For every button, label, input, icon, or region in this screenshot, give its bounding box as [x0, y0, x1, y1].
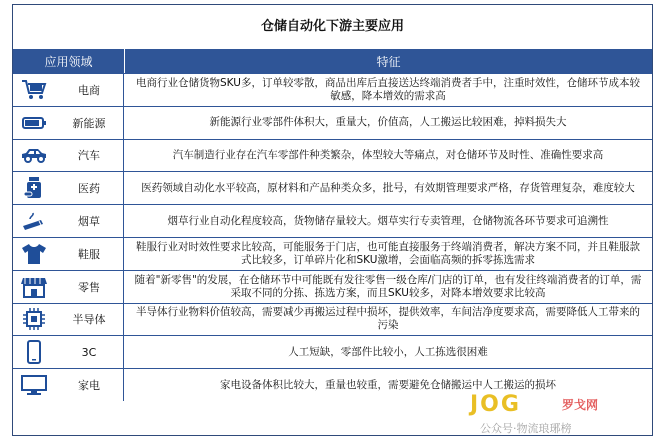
table-row	[13, 139, 652, 172]
table-row	[13, 335, 652, 368]
table-row	[13, 73, 652, 106]
smartphone-icon	[13, 336, 55, 368]
table-row	[13, 270, 652, 303]
watermark-subtitle: 公众号·物流琅琊榜	[480, 422, 572, 435]
table-row	[13, 106, 652, 139]
category-label: 家电	[78, 379, 100, 393]
category-label: 医药	[78, 182, 100, 196]
feature-description: 人工短缺，零部件比较小，人工拣选很困难	[288, 345, 488, 358]
page-title: 仓储自动化下游主要应用	[260, 19, 404, 34]
category-label: 汽车	[78, 149, 100, 163]
feature-description: 新能源行业零部件体积大，重量大，价值高，人工搬运比较困难，掉料损失大	[209, 116, 567, 129]
feature-description: 随着"新零售"的发展，在仓储环节中可能既有发往零售一级仓库/门店的订单，也有发往终端消费者的订单，需采取不同的分拣、拣选方案，而且SKU较多，对降本增效要求比较高	[134, 273, 642, 299]
header-features: 特征	[376, 54, 401, 69]
feature-description: 电商行业仓储货物SKU多，订单较零散，商品出库后直接送达终端消费者手中，注重时效性，仓储环节成本较敏感，降本增效的需求高	[136, 76, 640, 102]
cigarette-icon	[13, 205, 55, 237]
category-label: 电商	[78, 83, 100, 97]
table-frame	[12, 4, 653, 436]
monitor-icon	[13, 369, 55, 401]
table-row	[13, 204, 652, 237]
table-row	[13, 171, 652, 204]
category-label: 3C	[81, 345, 97, 359]
category-label: 零售	[78, 280, 100, 294]
car-icon	[13, 140, 55, 172]
table-row	[13, 303, 652, 336]
category-label: 烟草	[78, 215, 100, 229]
feature-description: 烟草行业自动化程度较高，货物储存量较大。烟草实行专卖管理，仓储物流各环节要求可追溯性	[167, 214, 609, 227]
watermark-brand: 罗戈网	[562, 398, 599, 412]
category-label: 新能源	[72, 116, 106, 130]
battery-icon	[13, 107, 55, 139]
table-row	[13, 237, 652, 270]
shopping-cart-icon	[13, 74, 55, 106]
table-header	[13, 49, 652, 73]
chip-icon	[13, 304, 55, 336]
feature-description: 鞋服行业对时效性要求比较高，可能服务于门店，也可能直接服务于终端消费者，解决方案不同，并且鞋服款式比较多，订单碎片化和SKU激增，会面临高频的拆零拣选需求	[136, 240, 640, 266]
category-label: 半导体	[72, 313, 106, 327]
tshirt-icon	[13, 238, 55, 270]
feature-description: 半导体行业物料价值较高，需要减少再搬运过程中损坏，提供效率，车间洁净度要求高，需要降低人工带来的污染	[136, 306, 640, 332]
medicine-bottle-icon	[13, 172, 55, 204]
feature-description: 家电设备体积比较大，重量也较重，需要避免仓储搬运中人工搬运的损坏	[220, 378, 556, 391]
feature-description: 医药领域自动化水平较高，原材料和产品种类众多，批号，有效期管理要求严格，存货管理复杂，难度较大	[141, 181, 635, 194]
watermark-logo: JOG	[470, 392, 521, 417]
feature-description: 汽车制造行业存在汽车零部件种类繁杂，体型较大等痛点，对仓储环节及时性、准确性要求高	[172, 148, 604, 161]
table-row	[13, 368, 652, 401]
storefront-icon	[13, 271, 55, 303]
category-label: 鞋服	[78, 247, 100, 261]
header-application-field: 应用领域	[13, 49, 125, 73]
